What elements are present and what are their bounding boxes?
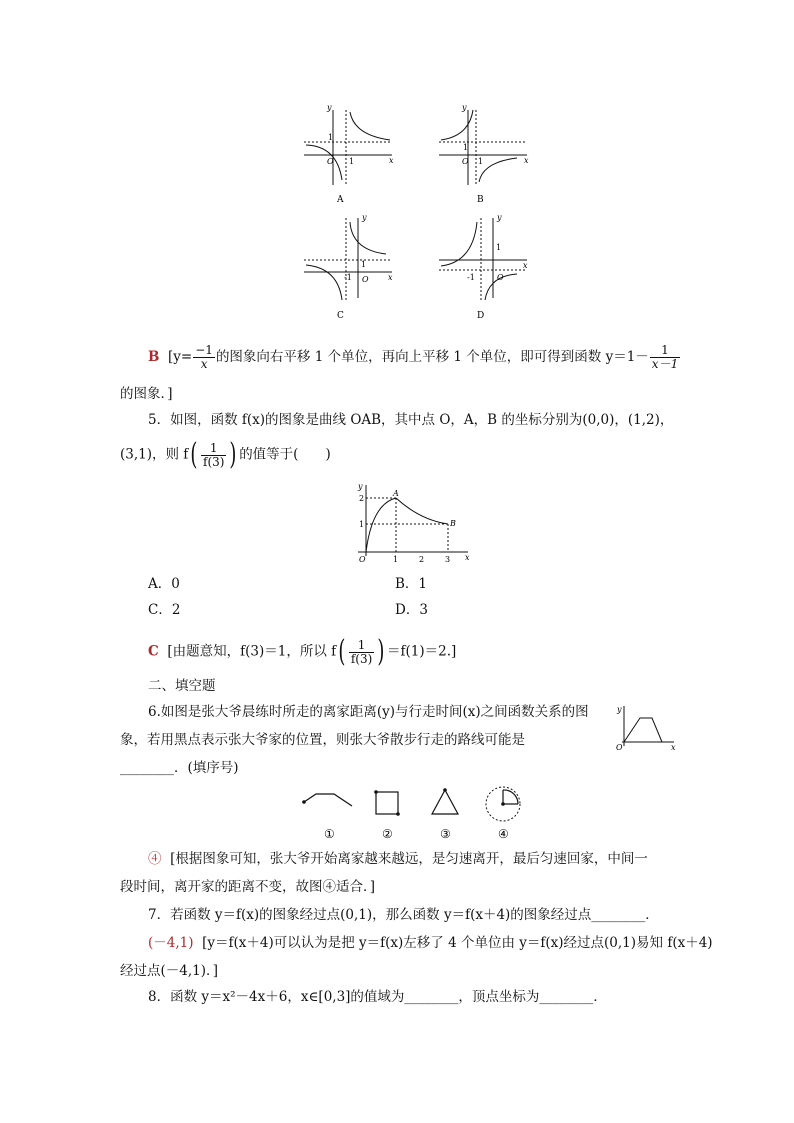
origin-label: O [327, 157, 334, 166]
y-axis-label: y [497, 213, 502, 222]
svg-text:④: ④ [498, 827, 509, 840]
answer-mark: (－4,1) [148, 935, 194, 951]
svg-text:x: x [465, 553, 470, 562]
svg-text:y: y [617, 705, 622, 714]
graph-c [300, 210, 400, 322]
svg-text:2: 2 [359, 494, 365, 503]
answer-mark: ④ [148, 851, 162, 867]
tick-label: 1 [496, 243, 502, 252]
option-a: A．0 [148, 576, 180, 592]
question-6-line2: 象，若用黑点表示张大爷家的位置，则张大爷散步行走的路线可能是 [120, 732, 525, 748]
answer-text: 的图象向右平移 1 个单位，再向上平移 1 个单位，即可得到函数 y＝1－ [215, 349, 649, 365]
question-5-line2: (3,1)，则 f( $\frac{1}{f(3)}$ ) 的值等于( ) [120, 437, 331, 472]
answer-4-line1 [148, 344, 681, 371]
answer-letter: B [148, 349, 160, 365]
svg-text:③: ③ [440, 827, 451, 840]
tick-label: 1 [328, 133, 334, 142]
route-1 [300, 786, 360, 840]
svg-text:①: ① [324, 827, 335, 840]
x-axis-label: x [524, 156, 529, 165]
question-5-graph [340, 480, 475, 565]
question-6-line3: ________．(填序号) [120, 760, 239, 776]
svg-text:3: 3 [445, 555, 451, 564]
tick-label: -1 [467, 273, 475, 282]
svg-text:y: y [358, 482, 363, 491]
svg-text:O: O [359, 555, 366, 564]
origin-label: O [362, 275, 369, 284]
graph-caption: D [477, 311, 485, 321]
y-axis-label: y [462, 103, 467, 112]
route-2 [370, 786, 410, 840]
answer-7-line2: 经过点(－4,1)．] [120, 963, 219, 979]
route-4 [482, 786, 528, 840]
fraction: $\frac{1}{x-1}$ [651, 343, 679, 371]
graph-caption: C [337, 311, 344, 321]
fraction: $\frac{-1}{x}$ [195, 343, 213, 371]
svg-text:2: 2 [419, 555, 425, 564]
svg-text:O: O [616, 743, 623, 752]
option-d: D．3 [395, 602, 428, 618]
graph-caption: B [477, 195, 484, 205]
x-axis-label: x [389, 156, 394, 165]
answer-text: [y= [168, 349, 193, 365]
graph-b [435, 100, 535, 205]
origin-label: O [497, 273, 504, 282]
x-axis-label: x [388, 273, 393, 282]
graph-d [435, 210, 535, 322]
section-title: 二、填空题 [148, 678, 216, 694]
tick-label: 1 [463, 143, 469, 152]
tick-label: 1 [361, 260, 367, 269]
question-7: 7．若函数 y＝f(x)的图象经过点(0,1)，那么函数 y＝f(x＋4)的图象经过点________． [148, 907, 659, 923]
graph-caption: A [337, 195, 344, 205]
tick-label: -1 [344, 273, 352, 282]
fraction: $\frac{1}{f(3)}$ [203, 440, 225, 469]
svg-text:②: ② [382, 827, 393, 840]
svg-text:x: x [671, 743, 676, 752]
question-6-line1: 6.如图是张大爷晨练时所走的离家距离(y)与行走时间(x)之间函数关系的图 [148, 704, 589, 720]
y-axis-label: y [327, 103, 332, 112]
answer-4-line2: 的图象．] [120, 386, 173, 402]
svg-text:A: A [393, 489, 399, 498]
question-6-graph [612, 702, 682, 752]
origin-label: O [462, 157, 469, 166]
tick-label: 1 [478, 157, 484, 166]
fraction: $\frac{1}{f(3)}$ [350, 637, 373, 666]
question-5-line1: 5．如图，函数 f(x)的图象是曲线 OAB，其中点 O，A，B 的坐标分别为(0,0)，(1,2)， [148, 412, 674, 428]
answer-7-line1: (－4,1) [y＝f(x＋4)可以认为是把 y＝f(x)左移了 4 个单位由 y＝f(x)经过点(0,1)易知 f(x＋4) [148, 935, 713, 951]
route-3 [428, 786, 468, 840]
option-c: C．2 [148, 602, 181, 618]
answer-5: C [由题意知，f(3)＝1，所以 f( $\frac{1}{f(3)}$ ) ＝f(1)＝2.] [148, 634, 457, 669]
y-axis-label: y [362, 213, 367, 222]
option-b: B．1 [395, 576, 428, 592]
question-8: 8．函数 y＝x²－4x＋6，x∈[0,3]的值域为________，顶点坐标为________． [148, 989, 607, 1005]
svg-text:B: B [450, 519, 456, 528]
tick-label: 1 [349, 157, 355, 166]
graph-a [300, 100, 400, 205]
svg-text:1: 1 [393, 555, 399, 564]
svg-text:1: 1 [359, 520, 365, 529]
x-axis-label: x [523, 261, 528, 270]
answer-6-line2: 段时间，离开家的距离不变，故图④适合．] [120, 879, 376, 895]
answer-6-line1: ④ [根据图象可知，张大爷开始离家越来越远，是匀速离开，最后匀速回家，中间一 [148, 851, 648, 867]
answer-letter: C [148, 643, 159, 660]
